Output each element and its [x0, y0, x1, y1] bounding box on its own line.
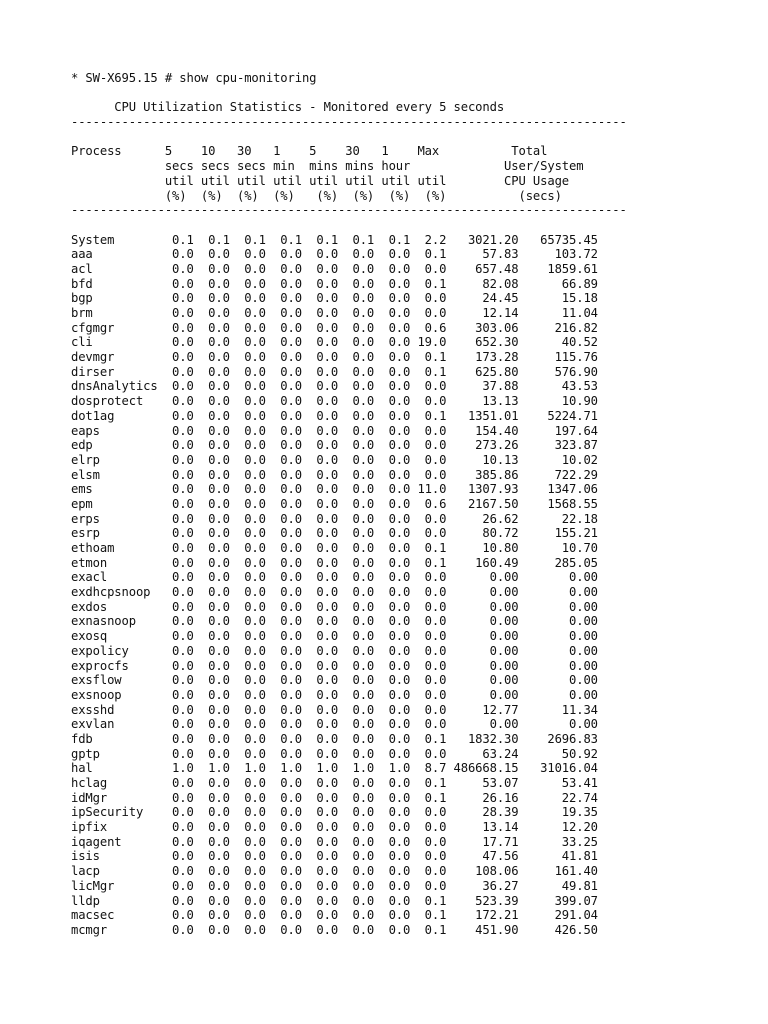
- table-row: devmgr 0.0 0.0 0.0 0.0 0.0 0.0 0.0 0.1 173.28 115.76: [71, 350, 598, 365]
- table-row: dnsAnalytics 0.0 0.0 0.0 0.0 0.0 0.0 0.0 0.0 37.88 43.53: [71, 379, 598, 394]
- table-row: fdb 0.0 0.0 0.0 0.0 0.0 0.0 0.0 0.1 1832.30 2696.83: [71, 731, 598, 746]
- command-line: * SW-X695.15 # show cpu-monitoring: [71, 71, 317, 85]
- table-row: cfgmgr 0.0 0.0 0.0 0.0 0.0 0.0 0.0 0.6 303.06 216.82: [71, 320, 598, 335]
- terminal-output: [71, 71, 627, 938]
- table-row: lacp 0.0 0.0 0.0 0.0 0.0 0.0 0.0 0.0 108.06 161.40: [71, 864, 598, 879]
- table-row: erps 0.0 0.0 0.0 0.0 0.0 0.0 0.0 0.0 26.62 22.18: [71, 511, 598, 526]
- table-row: exnasnoop 0.0 0.0 0.0 0.0 0.0 0.0 0.0 0.0 0.00 0.00: [71, 614, 598, 629]
- column-header-line-2: secs secs secs min mins mins hour User/System: [71, 159, 584, 174]
- table-row: dot1ag 0.0 0.0 0.0 0.0 0.0 0.0 0.0 0.1 1351.01 5224.71: [71, 408, 598, 423]
- table-row: exsnoop 0.0 0.0 0.0 0.0 0.0 0.0 0.0 0.0 0.00 0.00: [71, 687, 598, 702]
- table-row: etmon 0.0 0.0 0.0 0.0 0.0 0.0 0.0 0.1 160.49 285.05: [71, 555, 598, 570]
- blank-line: [71, 86, 627, 101]
- table-row: gptp 0.0 0.0 0.0 0.0 0.0 0.0 0.0 0.0 63.24 50.92: [71, 746, 598, 761]
- table-row: esrp 0.0 0.0 0.0 0.0 0.0 0.0 0.0 0.0 80.72 155.21: [71, 526, 598, 541]
- table-row: ipSecurity 0.0 0.0 0.0 0.0 0.0 0.0 0.0 0.0 28.39 19.35: [71, 805, 598, 820]
- table-row: bfd 0.0 0.0 0.0 0.0 0.0 0.0 0.0 0.1 82.08 66.89: [71, 276, 598, 291]
- table-row: exosq 0.0 0.0 0.0 0.0 0.0 0.0 0.0 0.0 0.00 0.00: [71, 629, 598, 644]
- table-row: lldp 0.0 0.0 0.0 0.0 0.0 0.0 0.0 0.1 523.39 399.07: [71, 893, 598, 908]
- table-row: aaa 0.0 0.0 0.0 0.0 0.0 0.0 0.0 0.1 57.83 103.72: [71, 247, 598, 262]
- table-row: edp 0.0 0.0 0.0 0.0 0.0 0.0 0.0 0.0 273.26 323.87: [71, 438, 598, 453]
- table-row: mcmgr 0.0 0.0 0.0 0.0 0.0 0.0 0.0 0.1 451.90 426.50: [71, 922, 598, 937]
- table-row: dosprotect 0.0 0.0 0.0 0.0 0.0 0.0 0.0 0.0 13.13 10.90: [71, 394, 598, 409]
- table-row: exsshd 0.0 0.0 0.0 0.0 0.0 0.0 0.0 0.0 12.77 11.34: [71, 702, 598, 717]
- table-row: System 0.1 0.1 0.1 0.1 0.1 0.1 0.1 2.2 3021.20 65735.45: [71, 232, 598, 247]
- table-row: brm 0.0 0.0 0.0 0.0 0.0 0.0 0.0 0.0 12.14 11.04: [71, 306, 598, 320]
- table-row: cli 0.0 0.0 0.0 0.0 0.0 0.0 0.0 19.0 652.30 40.52: [71, 335, 598, 350]
- blank-line: [71, 218, 627, 233]
- column-header-line-1: Process 5 10 30 1 5 30 1 Max Total: [71, 144, 548, 159]
- table-row: acl 0.0 0.0 0.0 0.0 0.0 0.0 0.0 0.0 657.48 1859.61: [71, 261, 598, 276]
- table-row: ems 0.0 0.0 0.0 0.0 0.0 0.0 0.0 11.0 1307.93 1347.06: [71, 482, 598, 497]
- process-table: [71, 233, 627, 938]
- table-row: macsec 0.0 0.0 0.0 0.0 0.0 0.0 0.0 0.1 172.21 291.04: [71, 908, 598, 923]
- table-row: exsflow 0.0 0.0 0.0 0.0 0.0 0.0 0.0 0.0 0.00 0.00: [71, 673, 598, 688]
- table-row: hclag 0.0 0.0 0.0 0.0 0.0 0.0 0.0 0.1 53.07 53.41: [71, 776, 598, 790]
- table-row: exprocfs 0.0 0.0 0.0 0.0 0.0 0.0 0.0 0.0 0.00 0.00: [71, 658, 598, 673]
- table-row: exdos 0.0 0.0 0.0 0.0 0.0 0.0 0.0 0.0 0.00 0.00: [71, 599, 598, 614]
- table-row: isis 0.0 0.0 0.0 0.0 0.0 0.0 0.0 0.0 47.56 41.81: [71, 849, 598, 864]
- separator-header: -----------------------------------------------------------------------------: [71, 203, 627, 218]
- table-row: ethoam 0.0 0.0 0.0 0.0 0.0 0.0 0.0 0.1 10.80 10.70: [71, 541, 598, 555]
- table-row: licMgr 0.0 0.0 0.0 0.0 0.0 0.0 0.0 0.0 36.27 49.81: [71, 878, 598, 893]
- table-row: elsm 0.0 0.0 0.0 0.0 0.0 0.0 0.0 0.0 385.86 722.29: [71, 467, 598, 482]
- column-header-line-4: (%) (%) (%) (%) (%) (%) (%) (%) (secs): [71, 188, 562, 203]
- table-row: expolicy 0.0 0.0 0.0 0.0 0.0 0.0 0.0 0.0 0.00 0.00: [71, 643, 598, 658]
- table-row: bgp 0.0 0.0 0.0 0.0 0.0 0.0 0.0 0.0 24.45 15.18: [71, 291, 598, 306]
- table-row: idMgr 0.0 0.0 0.0 0.0 0.0 0.0 0.0 0.1 26.16 22.74: [71, 790, 598, 805]
- table-row: exacl 0.0 0.0 0.0 0.0 0.0 0.0 0.0 0.0 0.00 0.00: [71, 570, 598, 585]
- table-row: eaps 0.0 0.0 0.0 0.0 0.0 0.0 0.0 0.0 154.40 197.64: [71, 423, 598, 438]
- separator-top: -----------------------------------------------------------------------------: [71, 115, 627, 130]
- blank-line: [71, 130, 627, 145]
- table-row: elrp 0.0 0.0 0.0 0.0 0.0 0.0 0.0 0.0 10.13 10.02: [71, 452, 598, 467]
- table-row: exvlan 0.0 0.0 0.0 0.0 0.0 0.0 0.0 0.0 0.00 0.00: [71, 717, 598, 732]
- table-row: exdhcpsnoop 0.0 0.0 0.0 0.0 0.0 0.0 0.0 0.0 0.00 0.00: [71, 585, 598, 600]
- table-row: epm 0.0 0.0 0.0 0.0 0.0 0.0 0.0 0.6 2167.50 1568.55: [71, 496, 598, 511]
- table-row: ipfix 0.0 0.0 0.0 0.0 0.0 0.0 0.0 0.0 13.14 12.20: [71, 820, 598, 835]
- column-header-line-3: util util util util util util util util CPU Usage: [71, 173, 570, 188]
- table-row: dirser 0.0 0.0 0.0 0.0 0.0 0.0 0.0 0.1 625.80 576.90: [71, 364, 598, 379]
- statistics-title: CPU Utilization Statistics - Monitored every 5 seconds: [71, 100, 505, 115]
- table-row: hal 1.0 1.0 1.0 1.0 1.0 1.0 1.0 8.7 486668.15 31016.04: [71, 761, 598, 776]
- table-row: iqagent 0.0 0.0 0.0 0.0 0.0 0.0 0.0 0.0 17.71 33.25: [71, 834, 598, 849]
